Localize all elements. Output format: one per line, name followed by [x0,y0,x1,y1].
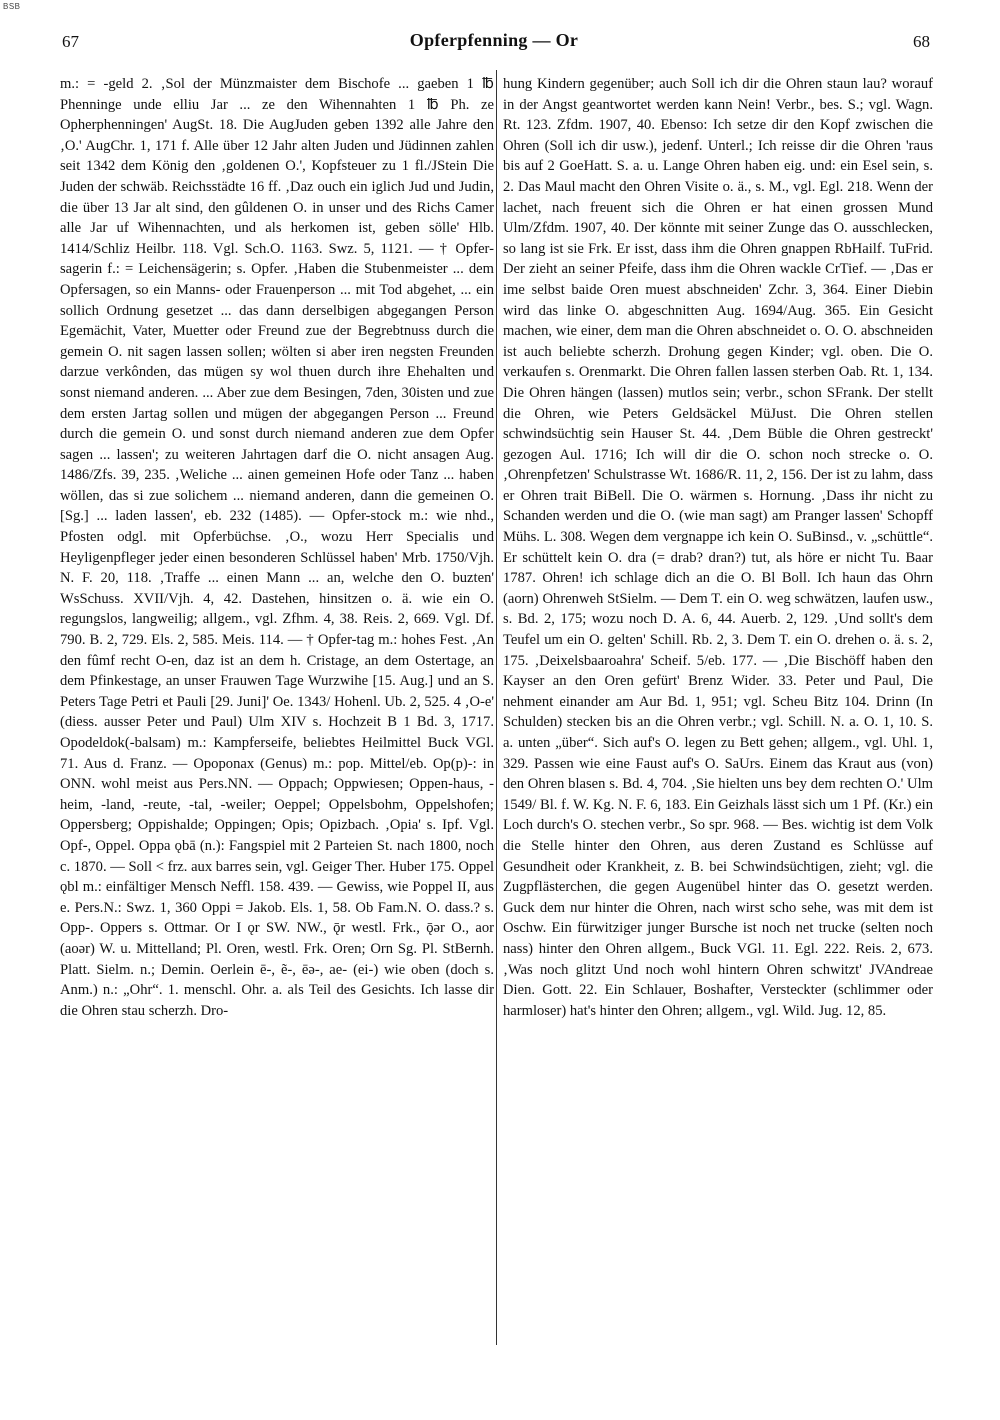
page-header [58,28,930,58]
running-title: Opferpfenning — Or [409,30,579,50]
page-number-left: 67 [62,32,79,51]
right-column [503,74,933,1344]
page-number-right: 68 [913,32,930,51]
column-divider [496,70,497,1345]
left-column-text: m.: = -geld 2. ‚Sol der Münzmaister dem Bischofe ... gaeben 1 ℔ Phenninge unde elliu Jar ... ze den Wihennahten 1 ℔ Ph. ze Opherphenningen' AugSt. 18. Die AugJuden geben 1392 alle Jahre den ‚O.' AugChr. 1, 171 f. Alle über 12 Jahr alten Juden und Jüdinnen zahlen seit 1342 dem König den ‚goldenen O.', Kopfsteuer zu 1 fl./JStein Die Juden der schwäb. Reichsstädte 16 ff. ‚Daz ouch ein iglich Jud und Judin, die über 13 Jar alt sind, den gûldenen O. in unser und des Richs Camer alle Jar uf Wihennachten, und als herkomen ist, geben sölle' Hlb. 1414/Schliz Heilbr. 118. Vgl. Sch.O. 1163. Swz. 5, 1121. — † Opfer-sagerin f.: = Leichensägerin; s. Opfer. ‚Haben die Stubenmeister ... dem Opfersagen, so ein Manns- oder Frauenperson ... mit Tod abgehet, ... ein sollich Ordnung gesetzet ... das dann derselbigen abgegangen Person Egemächit, Vater, Muetter oder Freund zue der Begrebtnuss durch die gemein O. nit sagen lassen sollen; wölten si aber iren negsten Freunden darzue verkônden, das mügen sy wol thuen durch ihre Ehehalten und sonst niemand anderen. ... Aber zue dem Besingen, 7den, 30isten und zue dem ersten Jartag sollen und mügen der abgegangen Person ... Freund durch die gemein O. und sonst durch niemand anderen zue dem Opfer sagen ... lassen'; zu weiteren Jahrtagen darf die O. nicht ansagen Aug. 1486/Zfs. 39, 235. ‚Weliche ... ainen gemeinen Hofe oder Tanz ... haben wöllen, das si zue solichem ... niemand anderen, dann die gemeinen O. [Sg.] ... laden lassen', eb. 232 (1485). — Opfer-stock m.: wie nhd., Pfosten odgl. mit Opferbüchse. ‚O., wozu Herr Specialis und Heyligenpfleger jeder einen besonderen Schlüssel haben' Mrb. 1750/Vjh. N. F. 20, 118. ‚Traffe ... einen Mann ... an, welche den O. buzten' WsSchuss. XVII/Vjh. 4, 42. Dastehen, hinsitzen o. ä. wie ein O. regungslos, langweilig; allgem., vgl. Zfhm. 4, 38. Reis. 2, 669. Vgl. Df. 790. B. 2, 729. Els. 2, 585. Meis. 114. — † Opfer-tag m.: hohes Fest. ‚An den fûmf recht O-en, daz ist an dem h. Cristage, an dem Ostertage, an dem Pfinkestage, an unser Frauwen Tage Wurzwihe [15. Aug.] und an S. Peters Tage Petri et Pauli [29. Juni]' Oe. 1343/ Hohenl. Ub. 2, 525. 4 ‚O-e' (diess. ausser Peter und Paul) Ulm XIV s. Hochzeit B 1 Bd. 3, 1717. Opodeldok(-balsam) m.: Kampferseife, beliebtes Heilmittel Buck VGl. 71. Aus d. Franz. — Opoponax (Genus) m.: pop. Mittel/eb. Op(p)-: in ONN. wohl meist aus Pers.NN. — Oppach; Oppwiesen; Oppen-haus, -heim, -land, -reute, -tal, -weiler; Oeppel; Oppelsbohm, Oppelshofen; Oppersberg; Oppishalde; Oppingen; Opis; Opizbach. ‚Opia' s. Ipf. Vgl. Opf-, Oppel. Oppa ǫbā (n.): Fangspiel mit 2 Parteien St. nach 1800, noch c. 1870. — Soll < frz. aux barres sein, vgl. Geiger Ther. Huber 175. Oppel ǫbl m.: einfältiger Mensch Neffl. 158. 439. — Gewiss, wie Poppel II, aus e. Pers.N.: Swz. 1, 360 Oppi = Jakob. Els. 1, 58. Ob Fam.N. O. dass.? s. Opp-. Oppers s. Ottmar. Or I ǫr SW. NW., ǭr westl. Frk., ǭər O., aor (aoər) W. u. Mittelland; Pl. Oren, westl. Frk. Oren; Orn Sg. Pl. StBernh. Platt. Sielm. n.; Demin. Oerlein ē-, ẽ-, ēə-, ae- (ei-) wie oben (doch s. Anm.) n.: „Ohr“. 1. menschl. Ohr. a. als Teil des Gesichts. Ich lasse dir die Ohren stau scherzh. Dro- [60,76,494,1019]
library-stamp: BSB [3,2,21,11]
right-column-text: hung Kindern gegenüber; auch Soll ich dir die Ohren staun lau? worauf in der Angst geantwortet werden kann Nein! Verbr., bes. S.; vgl. Wagn. Rt. 123. Zfdm. 1907, 40. Ebenso: Ich setze dir den Kopf zwischen die Ohren (Soll ich dir usw.), jedenf. Unterl.; Ich reisse dir die Ohren 'raus bis auf 2 GoeHatt. S. a. u. Lange Ohren haben eig. und: ein Esel sein, s. 2. Das Maul macht den Ohren Visite o. ä., s. M., vgl. Egl. 218. Wenn der lachet, nach freuent sich die Ohren er hat einen grossen Mund Ulm/Zfdm. 1907, 40. Der könnte mit seiner Zunge das O. ausschlecken, so lang ist sie Frk. Er isst, dass ihm die Ohren gnappen RbHailf. TuFrid. Der zieht an seiner Pfeife, dass ihm die Ohren wackle CrTief. — ‚Das er ime selbst baide Oren muest abschneiden' Zchr. 3, 364. Einer Diebin wird das linke O. abgeschnitten Aug. 1694/Aug. 365. Ein Gesicht machen, wie einer, dem man die Ohren abschneidet o. O. O. abschneiden ist auch beliebte scherzh. Drohung gegen Kinder; vgl. oben. Die O. verkaufen s. Orenmarkt. Die Ohren fallen lassen sterben Oab. Rt. 1, 134. Die Ohren hängen (lassen) mutlos sein; verbr., schon SFrank. Der stellt die Ohren, wie Peters Geldsäckel MüJust. Die Ohren stellen schwindsüchtig sein Hauser St. 44. ‚Dem Büble die Ohren gestreckt' gezogen Aul. 1716; Ich will dir die O. schon noch strecke o. O. ‚Ohrenpfetzen' Schulstrasse Wt. 1686/R. 11, 2, 156. Der ist zu lahm, dass er Ohren trait BiBell. Die O. wärmen s. Hornung. ‚Dass ihr nicht zu Schanden werden und die O. (wie man sagt) am Pranger lassen' Schopff Mühs. L. 308. Wegen dem vergnappe ich kein O. SuBinsd., v. „schüttle“. Er schüttelt kein O. dra (= drab? dran?) tut, als höre er nicht Tu. Baar 1787. Ohren! ich schlage dich an die O. Bl Boll. Ich haun das Ohrn (aorn) Ohrenweh StSielm. — Dem T. ein O. weg schwätzen, laufen usw., s. Bd. 2, 175; wozu noch D. A. 6, 44. Auerb. 2, 129. ‚Und sollt's dem Teufel um ein O. gelten' Schill. Rb. 2, 3. Dem T. ein O. drehen o. ä. s. 2, 175. ‚Deixelsbaaroahra' Scheif. 5/eb. 177. — ‚Die Bischöff haben den Kayser an den Oren gefürt' Brenz Wider. 33. Peter und Paul, Die nehment einander am Aur Bd. 1, 951; vgl. Scheu Bitz 104. Drinn (In Schulden) stecken bis an die Ohren verbr.; vgl. Schill. N. a. O. 1, 10. S. a. unten „über“. Sich auf's O. legen zu Bett gehen; allgem., vgl. Uhl. 1, 329. Passen wie eine Faust auf's O. SaUrs. Einem das Kraut aus (von) den Ohren blasen s. Bd. 4, 704. ‚Sie hielten uns bey dem rechten O.' Ulm 1549/ Bl. f. W. Kg. N. F. 6, 183. Ein Geizhals lässt sich um 1 Pf. (Kr.) ein Loch durch's O. stechen verbr., So spr. 968. — Bes. wichtig ist dem Volk die Stelle hinter den Ohren, aus deren Zustand es Schlüsse auf Gesundheit oder Krankheit, z. B. bei Schwindsüchtigen, zieht; vgl. die Zugpflästerchen, die gegen Augenübel hinter das O. gesetzt werden. Guck dem nur hinter die Ohren, nach wirst scho sehe, was mit dem ist Oschw. Ein fürwitziger junger Bursche ist noch net trucke (selten noch nass) hinter den Ohren allgem., Buck VGl. 11. Egl. 222. Reis. 2, 673. ‚Was noch glitzt Und noch wohl hintern Ohren schwitzt' JVAndreae Dien. Gott. 22. Ein Schlauer, Boshafter, Versteckter (schlimmer oder harmloser) hat's hinter den Ohren; allgem., vgl. Wild. Jug. 12, 85. [503,76,933,1019]
left-column [60,74,494,1344]
